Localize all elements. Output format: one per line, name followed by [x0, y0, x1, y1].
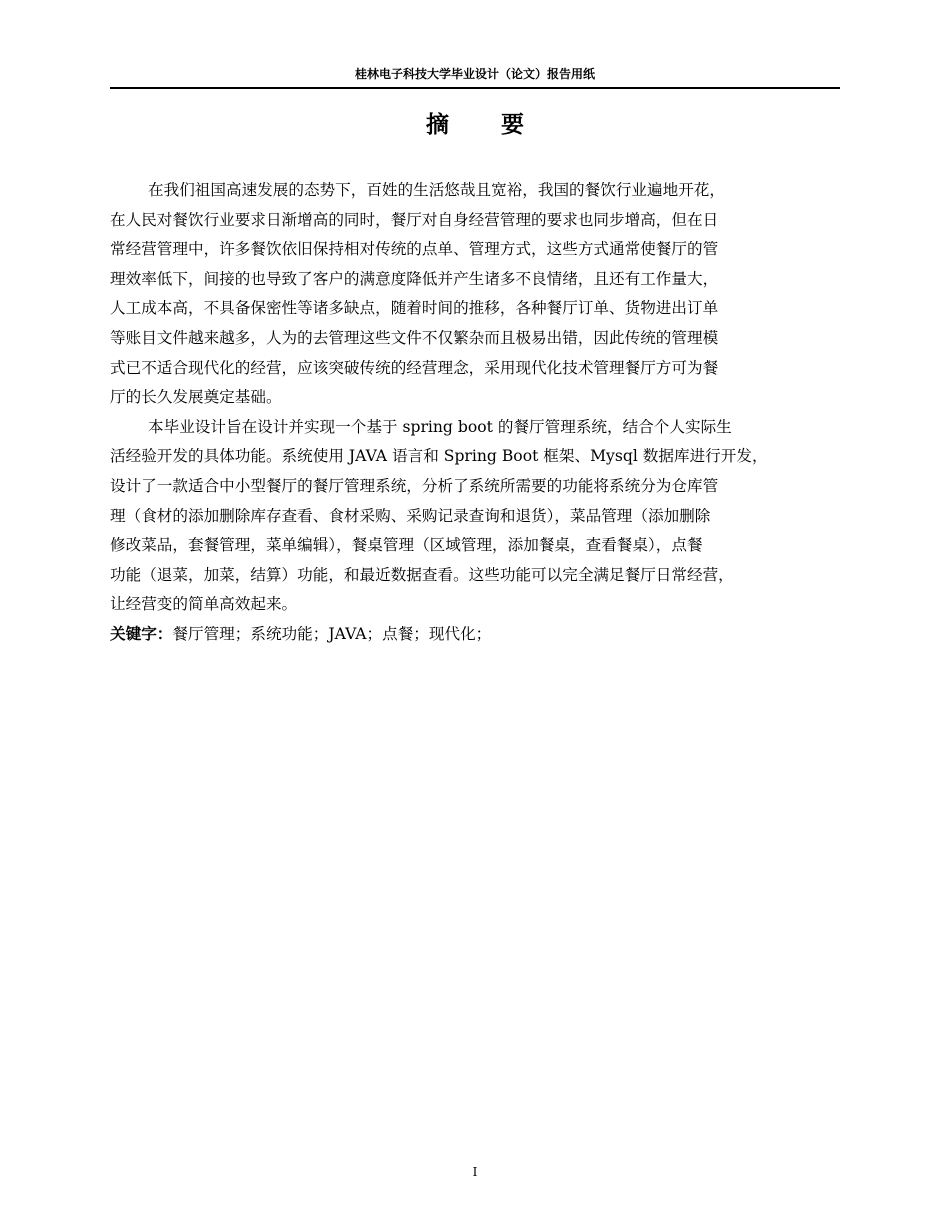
paragraph-line: 等账目文件越来越多，人为的去管理这些文件不仅繁杂而且极易出错，因此传统的管理模 — [110, 328, 719, 347]
keywords-line — [110, 620, 850, 650]
header-rule — [110, 87, 840, 89]
paragraph-line: 本毕业设计旨在设计并实现一个基于 spring boot 的餐厅管理系统，结合个人实际生 — [148, 417, 732, 436]
paragraph-line: 人工成本高，不具备保密性等诸多缺点，随着时间的推移，各种餐厅订单、货物进出订单 — [110, 299, 719, 318]
abstract-paragraph-2 — [110, 413, 850, 620]
abstract-body — [110, 176, 850, 650]
paragraph-line: 让经营变的简单高效起来。 — [110, 595, 298, 614]
paragraph-line: 功能（退菜，加菜，结算）功能，和最近数据查看。这些功能可以完全满足餐厅日常经营， — [110, 565, 734, 584]
paragraph-line: 修改菜品，套餐管理，菜单编辑），餐桌管理（区域管理，添加餐桌，查看餐桌），点餐 — [110, 536, 703, 555]
paragraph-line: 在人民对餐饮行业要求日渐增高的同时，餐厅对自身经营管理的要求也同步增高，但在日 — [110, 210, 719, 229]
abstract-title: 摘 要 — [425, 112, 546, 138]
paragraph-line: 理效率低下，间接的也导致了客户的满意度降低并产生诸多不良情绪，且还有工作量大， — [110, 269, 719, 288]
paragraph-line: 厅的长久发展奠定基础。 — [110, 388, 282, 407]
keywords-text: 餐厅管理；系统功能；JAVA；点餐；现代化； — [172, 624, 492, 643]
abstract-paragraph-1 — [110, 176, 850, 413]
paragraph-line: 活经验开发的具体功能。系统使用 JAVA 语言和 Spring Boot 框架、Mysql 数据库进行开发， — [110, 447, 768, 466]
paragraph-line: 理（食材的添加删除库存查看、食材采购、采购记录查询和退货），菜品管理（添加删除 — [110, 506, 711, 525]
paragraph-line: 常经营管理中，许多餐饮依旧保持相对传统的点单、管理方式，这些方式通常使餐厅的管 — [110, 240, 719, 259]
running-header: 桂林电子科技大学毕业设计（论文）报告用纸 — [354, 67, 595, 81]
paragraph-line: 式已不适合现代化的经营，应该突破传统的经营理念，采用现代化技术管理餐厅方可为餐 — [110, 358, 719, 377]
paragraph-line: 设计了一款适合中小型餐厅的餐厅管理系统，分析了系统所需要的功能将系统分为仓库管 — [110, 476, 719, 495]
paragraph-line: 在我们祖国高速发展的态势下，百姓的生活悠哉且宽裕，我国的餐饮行业遍地开花， — [148, 181, 725, 199]
keywords-label: 关键字： — [110, 624, 173, 643]
page-number: I — [472, 1165, 478, 1179]
